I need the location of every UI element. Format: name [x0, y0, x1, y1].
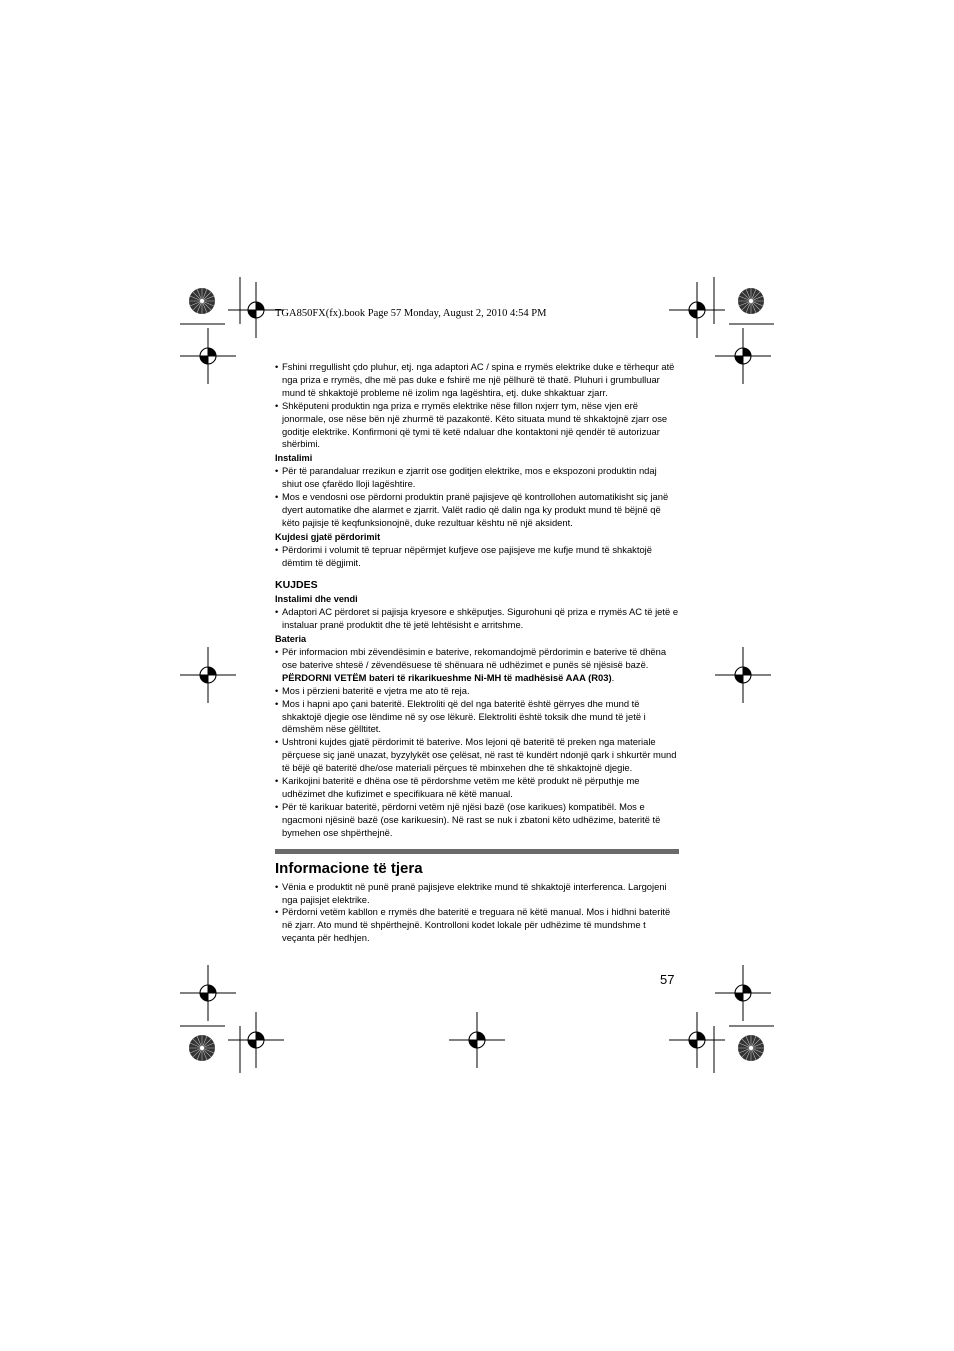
bateria-bullet-1-bold: PËRDORNI VETËM bateri të rikarikueshme Ni-MH të madhësisë AAA (R03): [282, 671, 612, 683]
instalimi-vendi-bullet-1: • Adaptori AC përdoret si pajisja kryesore e shkëputjes. Sigurohuni që priza e rrymës AC të jetë e instaluar pranë produktit dhe të jetë lehtësisht e arritshme.: [275, 606, 679, 632]
registration-mark-right-lower: [715, 965, 771, 1021]
page-number: 57: [660, 972, 675, 987]
section-divider: [275, 849, 679, 854]
bateria-bullet-1-end: .: [611, 671, 615, 683]
intro-bullet-1: • Fshini rregullisht çdo pluhur, etj. nga adaptori AC / spina e rrymës elektrike duke e tërhequr atë nga priza e rrymës, dhe më pas duke e fshirë me një pëlhurë të thatë. Pluhuri i grumbulluar mund të shkaktojë probleme në izolim nga lagështira, etj. duke shkaktuar zjarr.: [275, 361, 679, 400]
bateria-bullet-1: [275, 646, 679, 685]
registration-mark-right-middle: [715, 647, 771, 703]
subheading-instalimi: Instalimi: [275, 453, 313, 464]
page-content: [275, 361, 679, 945]
registration-mark-bottom-center: [449, 1012, 505, 1068]
bateria-bullet-5: • Karikojini bateritë e dhëna ose të përdorshme vetëm me këtë produkt në përputhje me udhëzimet dhe kufizimet e specifikuara në këtë manual.: [275, 775, 679, 801]
bateria-bullet-6: • Për të karikuar bateritë, përdorni vetëm një njësi bazë (ose karikues) kompatibël. Mos e ngacmoni njësinë bazë (ose karikuesin). Në rast se nuk i zbatoni këto udhëzime, bateritë të bymehen ose shpërthejnë.: [275, 801, 679, 840]
section-heading-informacione: Informacione të tjera: [275, 859, 423, 877]
star-mark-bottom-right: [738, 1035, 764, 1061]
instalimi-bullet-1: • Për të parandaluar rrezikun e zjarrit ose goditjen elektrike, mos e ekspozoni produktin ndaj shiut ose çfarëdo lloji lagështire.: [275, 465, 679, 491]
star-mark-top-right: [738, 288, 764, 314]
registration-mark-bottom-left: [228, 1012, 284, 1068]
registration-mark-left-middle: [180, 647, 236, 703]
subheading-kujdesi: Kujdesi gjatë përdorimit: [275, 531, 381, 542]
star-mark-bottom-left: [189, 1035, 215, 1061]
registration-mark-right-upper: [715, 328, 771, 384]
bateria-bullet-4: • Ushtroni kujdes gjatë përdorimit të baterive. Mos lejoni që bateritë të preken nga materiale përçuese siç janë unazat, byzylykët ose çelësat, në rast të kundërt ndonjë qark i shkurtër mund të bëjë që bateritë dhe/ose materiali përçues të mbinxehen dhe të shkaktojnë djegie.: [275, 736, 679, 775]
subheading-bateria: Bateria: [275, 634, 307, 645]
registration-mark-left-upper: [180, 328, 236, 384]
book-header-line: TGA850FX(fx).book Page 57 Monday, August 2, 2010 4:54 PM: [275, 308, 547, 319]
kujdesi-bullet-1: • Përdorimi i volumit të tepruar nëpërmjet kufjeve ose pajisjeve me kufje mund të shkaktojë dëmtim të dëgjimit.: [275, 544, 679, 570]
subheading-instalimi-dhe-vendi: Instalimi dhe vendi: [275, 594, 358, 605]
section-heading-kujdes: KUJDES: [275, 578, 318, 591]
bateria-bullet-2: • Mos i përzieni bateritë e vjetra me ato të reja.: [275, 685, 679, 698]
informacione-bullet-1: • Vënia e produktit në punë pranë pajisjeve elektrike mund të shkaktojë interferenca. Largojeni nga pajisjet elektrike.: [275, 881, 679, 907]
registration-mark-bottom-right: [669, 1012, 725, 1068]
registration-mark-left-lower: [180, 965, 236, 1021]
star-mark-top-left: [189, 288, 215, 314]
intro-bullet-2: • Shkëputeni produktin nga priza e rrymës elektrike nëse fillon nxjerr tym, nëse vjen erë jonormale, ose nëse bën një zhurmë të pazakontë. Këto situata mund të shkaktojnë zjarr ose goditje elektrike. Konfirmoni që tymi të ketë ndaluar dhe kontaktoni një qendër të autorizuar shërbimi.: [275, 400, 679, 452]
instalimi-bullet-2: • Mos e vendosni ose përdorni produktin pranë pajisjeve që kontrollohen automatikisht siç janë dyert automatike dhe alarmet e zjarrit. Valët radio që dalin nga ky produkt mund të bëjnë që këto pajisje të keqfunksionojnë, duke rezultuar kështu në një aksident.: [275, 491, 679, 530]
registration-mark-top-right: [669, 282, 725, 338]
bateria-bullet-1-text: Për informacion mbi zëvendësimin e baterive, rekomandojmë përdorimin e baterive të dhëna ose baterive shtesë / zëvendësuese të shënuara në udhëzimet e punës së njësisë bazë.: [282, 646, 667, 670]
informacione-bullet-2: • Përdorni vetëm kabllon e rrymës dhe bateritë e treguara në këtë manual. Mos i hidhni bateritë në zjarr. Ato mund të shpërthejnë. Kontrolloni kodet lokale për udhëzime të mundshme t veçanta për hedhjen.: [275, 906, 679, 945]
bateria-bullet-3: • Mos i hapni apo çani bateritë. Elektroliti që del nga bateritë është gërryes dhe mund të shkaktojë djegie ose lëndime në sy ose lëkurë. Elektroliti është toksik dhe mund të jetë i dëmshëm nëse gëlltitet.: [275, 698, 679, 737]
